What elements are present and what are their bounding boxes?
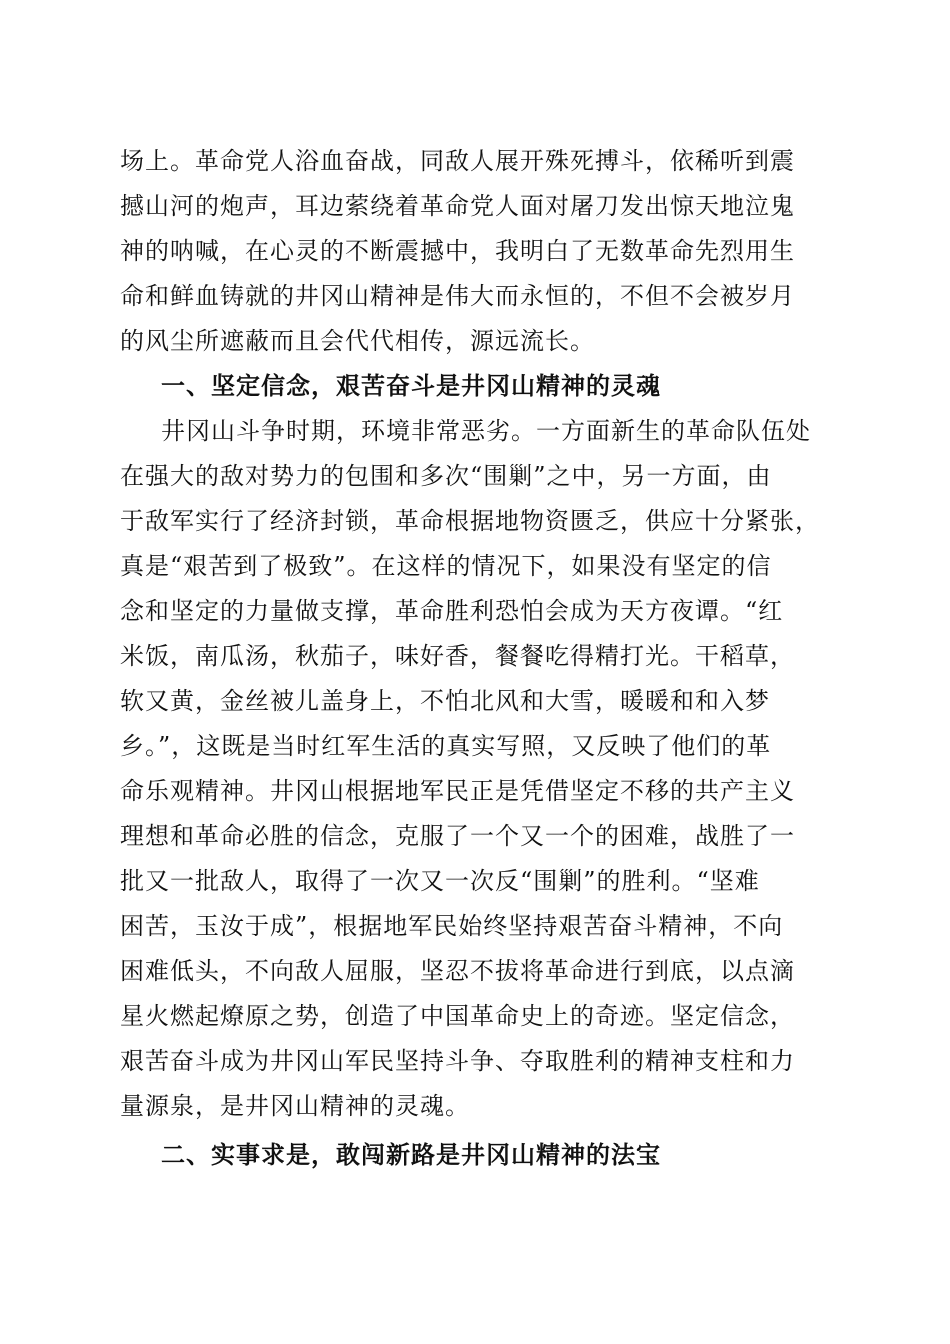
paragraph-line: 命乐观精神。井冈山根据地军民正是凭借坚定不移的共产主义 [120,777,795,805]
paragraph-line: 命和鲜血铸就的井冈山精神是伟大而永恒的，不但不会被岁月 [120,282,795,310]
paragraph-line: 的风尘所遮蔽而且会代代相传，源远流长。 [120,327,595,355]
paragraph-line: 神的呐喊，在心灵的不断震撼中，我明白了无数革命先烈用生 [120,237,795,265]
paragraph-line: 星火燃起燎原之势，创造了中国革命史上的奇迹。坚定信念， [120,1002,795,1030]
paragraph-line: 念和坚定的力量做支撑，革命胜利恐怕会成为天方夜谭。“红 [120,597,784,625]
paragraph-line: 场上。革命党人浴血奋战，同敌人展开殊死搏斗，依稀听到震 [120,147,795,175]
paragraph-line: 于敌军实行了经济封锁，革命根据地物资匮乏，供应十分紧张， [120,507,820,535]
paragraph-line: 理想和革命必胜的信念，克服了一个又一个的困难，战胜了一 [120,822,795,850]
paragraph-line: 井冈山斗争时期，环境非常恶劣。一方面新生的革命队伍处 [161,417,811,445]
paragraph-line: 困苦，玉汝于成”，根据地军民始终坚持艰苦奋斗精神，不向 [120,912,784,940]
paragraph-line: 困难低头，不向敌人屈服，坚忍不拔将革命进行到底，以点滴 [120,957,795,985]
section-heading: 一、坚定信念，艰苦奋斗是井冈山精神的灵魂 [161,372,661,400]
paragraph-line: 米饭，南瓜汤，秋茄子，味好香，餐餐吃得精打光。干稻草， [120,642,795,670]
paragraph-line: 在强大的敌对势力的包围和多次“围剿”之中，另一方面，由 [120,462,772,490]
section-heading: 二、实事求是，敢闯新路是井冈山精神的法宝 [161,1141,661,1169]
paragraph-line: 软又黄，金丝被儿盖身上，不怕北风和大雪，暖暖和和入梦 [120,687,770,715]
paragraph-line: 真是“艰苦到了极致”。在这样的情况下，如果没有坚定的信 [120,552,772,580]
paragraph-line: 艰苦奋斗成为井冈山军民坚持斗争、夺取胜利的精神支柱和力 [120,1047,795,1075]
paragraph-line: 撼山河的炮声，耳边萦绕着革命党人面对屠刀发出惊天地泣鬼 [120,192,795,220]
paragraph-line: 批又一批敌人，取得了一次又一次反“围剿”的胜利。“坚难 [120,867,760,895]
paragraph-line: 乡。”，这既是当时红军生活的真实写照，又反映了他们的革 [120,732,772,760]
paragraph-line: 量源泉，是井冈山精神的灵魂。 [120,1092,470,1120]
